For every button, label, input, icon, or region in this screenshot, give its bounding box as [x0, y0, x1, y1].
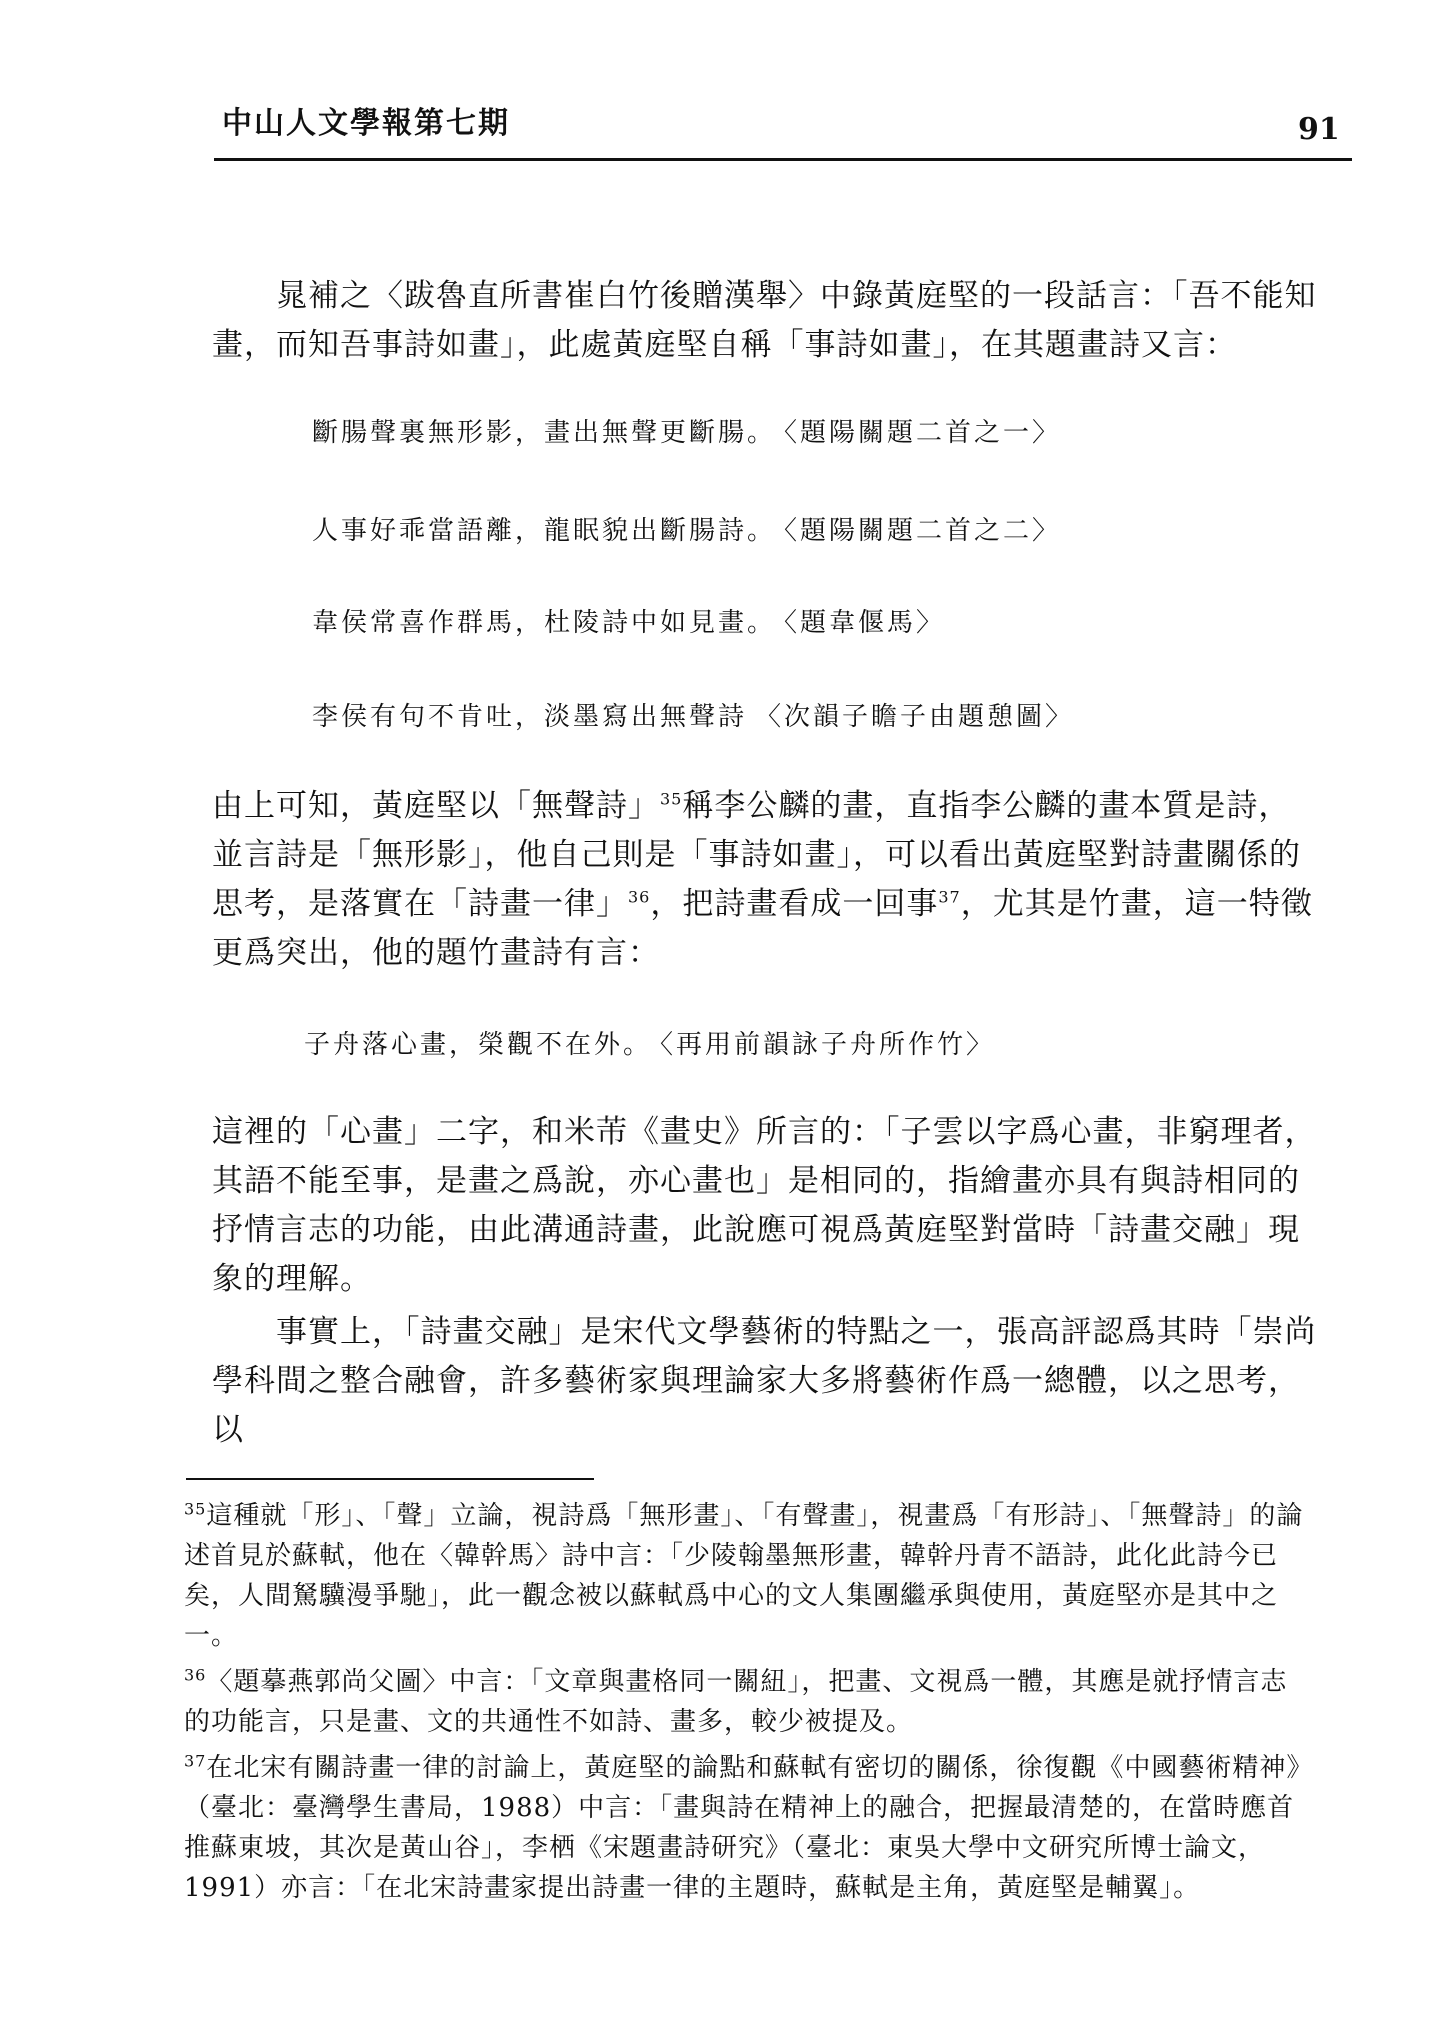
quote-source: 〈題韋偃馬〉: [784, 608, 946, 638]
footnote-text: 這種就「形」、「聲」立論，視詩爲「無形畫」、「有聲畫」，視畫爲「有形詩」、「無聲詩」的論述首見於蘇軾，他在〈韓幹馬〉詩中言：「少陵翰墨無形畫，韓幹丹青不語詩，此化此詩今已矣，人間駑驥漫爭馳」，此一觀念被以蘇軾爲中心的文人集團繼承與使用，黃庭堅亦是其中之一。: [184, 1501, 1304, 1651]
paragraph-text: ，把詩畫看成一回事: [650, 886, 939, 922]
quote-text: 李侯有句不肯吐，淡墨寫出無聲詩: [312, 702, 748, 732]
quote-5: [304, 1024, 1304, 1061]
quote-text: 子舟落心畫，榮觀不在外。: [304, 1030, 653, 1060]
journal-title: 中山人文學報第七期: [222, 106, 510, 141]
quote-text: 斷腸聲裏無形影，畫出無聲更斷腸。: [312, 418, 777, 448]
footnote-37: [184, 1748, 1310, 1908]
footnote-rule: [186, 1478, 594, 1480]
quote-2: [312, 510, 1312, 547]
paragraph-1: 晁補之〈跋魯直所書崔白竹後贈漢舉〉中錄黃庭堅的一段話言：「吾不能知畫，而知吾事詩如畫」，此處黃庭堅自稱「事詩如畫」，在其題畫詩又言：: [212, 278, 1317, 363]
quote-source: 〈題陽關題二首之一〉: [784, 418, 1062, 448]
footnote-mark: 35: [184, 1499, 207, 1519]
footnote-ref[interactable]: 36: [628, 887, 651, 907]
paragraph-4: 事實上，「詩畫交融」是宋代文學藝術的特點之一，張高評認爲其時「崇尚學科間之整合融會，許多藝術家與理論家大多將藝術作爲一總體，以之思考，以: [212, 1314, 1317, 1448]
footnote-ref[interactable]: 35: [660, 789, 683, 809]
quote-3: [312, 602, 1312, 639]
paragraph-text: 稱李公麟的畫，直指李公麟的畫本質是詩，並言詩是「無形影」，他自己則是「事詩如畫」，可以看出黃庭堅對詩畫關係的思考，是落實在「詩畫一律」: [212, 788, 1301, 922]
page-number: 91: [1298, 112, 1340, 147]
paragraph-text: ，尤其是竹畫，這一特徵更爲突出，他的題竹畫詩有言：: [212, 886, 1313, 971]
footnote-mark: 36: [184, 1665, 207, 1685]
footnote-36: [184, 1662, 1310, 1742]
quote-1: [312, 412, 1312, 449]
quote-4: [312, 696, 1312, 733]
header-rule: [214, 158, 1352, 161]
paragraph-3: 這裡的「心畫」二字，和米芾《畫史》所言的：「子雲以字爲心畫，非窮理者，其語不能至事，是畫之爲說，亦心畫也」是相同的，指繪畫亦具有與詩相同的抒情言志的功能，由此溝通詩畫，此說應可視爲黃庭堅對當時「詩畫交融」現象的理解。: [212, 1114, 1317, 1297]
footnote-mark: 37: [184, 1751, 207, 1771]
quote-source: 〈題陽關題二首之二〉: [784, 516, 1062, 546]
quote-text: 人事好乖當語離，龍眠貌出斷腸詩。: [312, 516, 777, 546]
quote-source: 〈次韻子瞻子由題憩圖〉: [755, 702, 1075, 732]
quote-source: 〈再用前韻詠子舟所作竹〉: [660, 1030, 996, 1060]
quote-text: 韋侯常喜作群馬，杜陵詩中如見畫。: [312, 608, 777, 638]
footnote-text: 在北宋有關詩畫一律的討論上，黃庭堅的論點和蘇軾有密切的關係，徐復觀《中國藝術精神》（臺北：臺灣學生書局，1988）中言：「畫與詩在精神上的融合，把握最清楚的，在當時應首推蘇東坡，其次是黃山谷」，李栖《宋題畫詩研究》（臺北：東吳大學中文研究所博士論文，1991）亦言：「在北宋詩畫家提出詩畫一律的主題時，蘇軾是主角，黃庭堅是輔翼」。: [184, 1753, 1301, 1903]
footnote-35: [184, 1496, 1310, 1656]
footnote-ref[interactable]: 37: [938, 887, 961, 907]
paragraph-2: [212, 782, 1320, 978]
paragraph-text: 由上可知，黃庭堅以「無聲詩」: [212, 788, 660, 824]
footnote-text: 〈題摹燕郭尚父圖〉中言：「文章與畫格同一關紐」，把畫、文視爲一體，其應是就抒情言志的功能言，只是畫、文的共通性不如詩、畫多，較少被提及。: [184, 1667, 1288, 1737]
